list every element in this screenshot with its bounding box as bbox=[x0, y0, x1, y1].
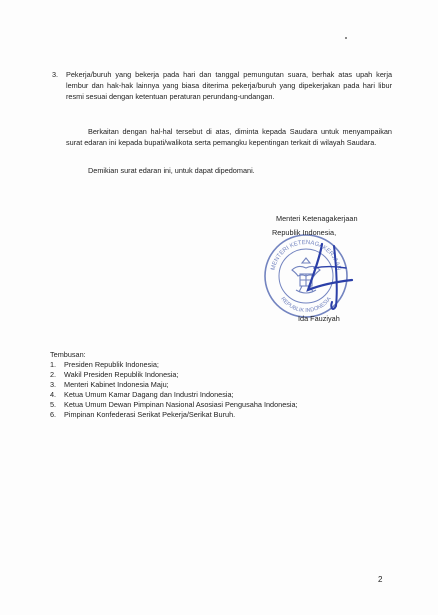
cc-item: 6. Pimpinan Konfederasi Serikat Pekerja/Serikat Buruh. bbox=[50, 410, 236, 419]
cc-item: 4. Ketua Umum Kamar Dagang dan Industri Indonesia; bbox=[50, 390, 234, 399]
cc-item: 5. Ketua Umum Dewan Pimpinan Nasional Asosiasi Pengusaha Indonesia; bbox=[50, 400, 298, 409]
cc-item: 1. Presiden Republik Indonesia; bbox=[50, 360, 159, 369]
cc-item: 2. Wakil Presiden Republik Indonesia; bbox=[50, 370, 179, 379]
paragraph-closing: Demikian surat edaran ini, untuk dapat dipedomani. bbox=[88, 166, 255, 175]
svg-text:REPUBLIK INDONESIA: REPUBLIK INDONESIA bbox=[279, 296, 333, 315]
cc-label: Tembusan: bbox=[50, 350, 86, 359]
signatory-organization: Republik Indonesia, bbox=[272, 228, 337, 237]
list-item-text: Pekerja/buruh yang bekerja pada hari dan tanggal pemungutan suara, berhak atas upah kerja lembur dan hak-hak lainnya yang biasa diterima pekerja/buruh yang dipekerjakan pada hari libur resmi sesuai dengan ketentuan peraturan perundang-undangan. bbox=[66, 70, 392, 101]
handwritten-signature bbox=[300, 238, 360, 313]
scan-speck bbox=[345, 37, 347, 39]
list-item-3 bbox=[52, 69, 392, 102]
cc-list bbox=[50, 360, 298, 420]
signatory-title: Menteri Ketenagakerjaan bbox=[276, 214, 358, 223]
signatory-name: Ida Fauziyah bbox=[298, 314, 340, 323]
page-number: 2 bbox=[378, 575, 383, 584]
paragraph-request: Berkaitan dengan hal-hal tersebut di atas, diminta kepada Saudara untuk menyampaikan surat edaran ini kepada bupati/walikota serta pemangku kepentingan terkait di wilayah Saudara. bbox=[66, 127, 392, 147]
carbon-copy-section bbox=[50, 350, 298, 420]
list-item-number: 3. bbox=[52, 70, 59, 79]
svg-text:MENTERI KETENAGAKERJAAN: MENTERI KETENAGAKERJAAN bbox=[270, 239, 342, 271]
cc-item: 3. Menteri Kabinet Indonesia Maju; bbox=[50, 380, 169, 389]
